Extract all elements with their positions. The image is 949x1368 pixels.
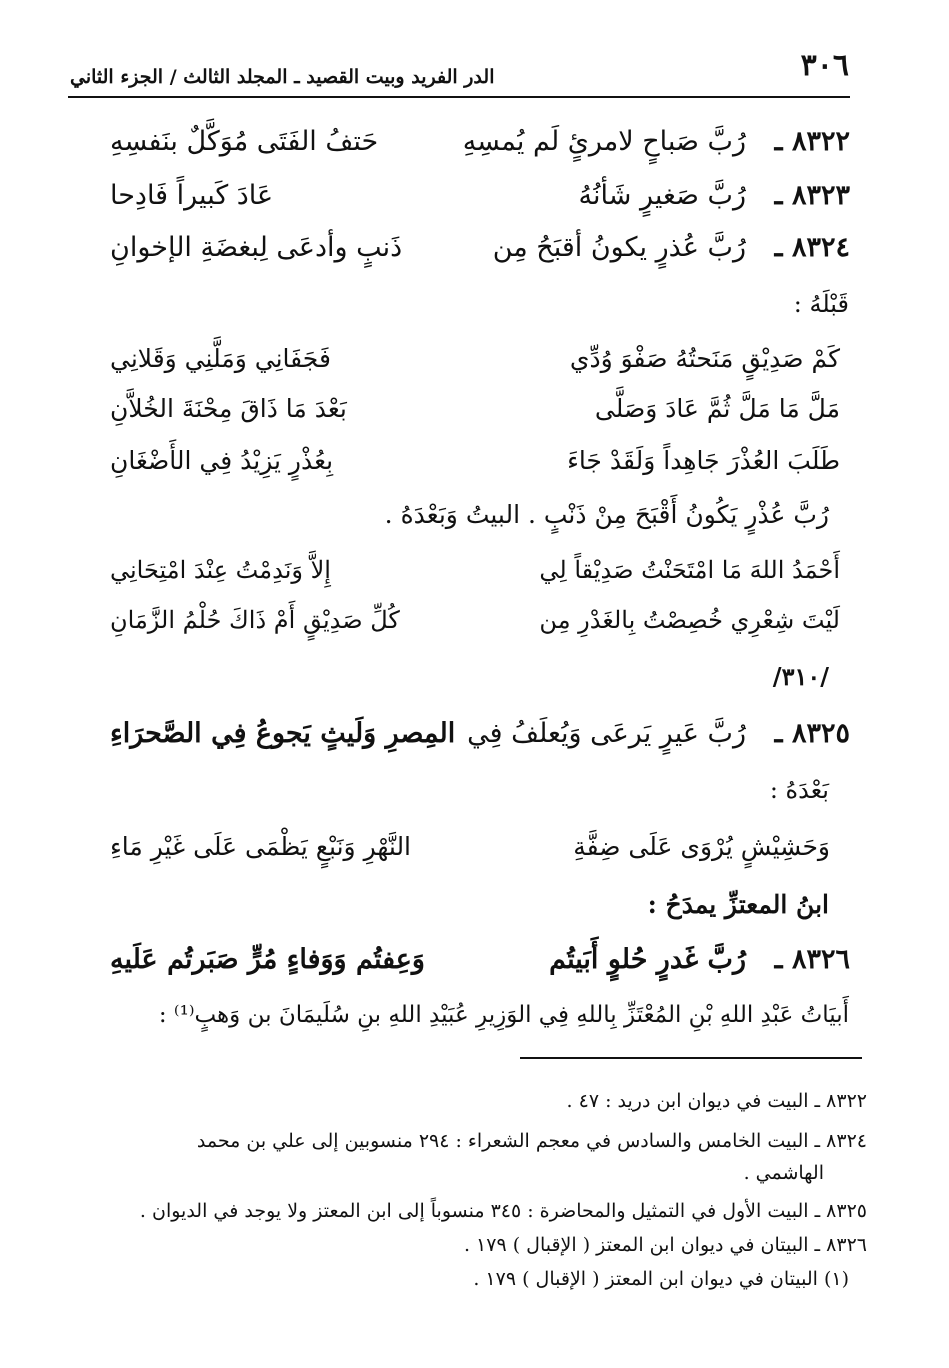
verse-number: ٨٣٢٥ ـ bbox=[774, 718, 850, 749]
verse-first-hemistich: وَحَشِيْشٍ يُرْوَى عَلَى ضِفَّةِ bbox=[573, 832, 830, 861]
verse-first-hemistich: رُبَّ صَغيرٍ شَأنُهُ bbox=[578, 180, 746, 211]
footnote-1: (١) البيتان في ديوان ابن المعتز ( الإقبال ) ١٧٩ . bbox=[473, 1268, 849, 1290]
verse-first-hemistich: كَمْ صَدِيْقٍ مَنَحتُهُ صَفْوَ وُدِّي bbox=[569, 344, 840, 373]
verse-after-8325 bbox=[110, 832, 850, 876]
verse-second-hemistich: حَتفُ الفَتَى مُوَكَّلٌ بنَفسِهِ bbox=[110, 126, 379, 157]
verse-8322 bbox=[110, 126, 850, 174]
footnote-8326: ٨٣٢٦ ـ البيتان في ديوان ابن المعتز ( الإقبال ) ١٧٩ . bbox=[463, 1234, 867, 1256]
verse-first-hemistich: رُبَّ عُذرٍ يكونُ أقبَحُ مِن bbox=[492, 232, 746, 263]
verse-second-hemistich: المِصرِ وَلَيثٍ يَجوعُ فِي الصَّحرَاءِ bbox=[110, 718, 456, 749]
page-reference: /٣١٠/ bbox=[772, 662, 829, 691]
verse-second-hemistich: ذَنبٍ وأدعَى لِبغضَةِ الإخوانِ bbox=[110, 232, 403, 263]
verse-first-hemistich: رُبَّ صَباحٍ لامرئٍ لَم يُمسِهِ bbox=[462, 126, 746, 157]
verse-first-hemistich: رُبَّ غَدرٍ حُلوٍ أَبَيتُم bbox=[549, 944, 746, 975]
page-header bbox=[70, 48, 849, 88]
before-label: قَبْلَهُ : bbox=[793, 290, 849, 318]
footnote-8322: ٨٣٢٢ ـ البيت في ديوان ابن دريد : ٤٧ . bbox=[566, 1090, 867, 1112]
verse-second-hemistich: النَّهْرِ وَنَبْعٍ يَظْمَى عَلَى غَيْرِ مَاءِ bbox=[110, 832, 412, 861]
verse-first-hemistich: أَحْمَدُ اللهَ مَا امْتَحَنْتُ صَدِيْقاً لِي bbox=[539, 556, 840, 584]
poem1-line-3 bbox=[110, 446, 850, 490]
verse-first-hemistich: مَلَّ مَا مَلَّ ثُمَّ عَادَ وَصَلَّى bbox=[594, 394, 840, 423]
footnote-8324-cont: الهاشمي . bbox=[743, 1162, 824, 1184]
verse-second-hemistich: وَعِفتُم وَوَفاءٍ مُرٍّ صَبَرتُم عَلَيهِ bbox=[110, 944, 425, 975]
verse-second-hemistich: بِعُذْرٍ يَزِيْدُ فِي الأَضْغَانِ bbox=[110, 446, 334, 475]
page-number: ٣٠٦ bbox=[800, 48, 849, 83]
verse-8324 bbox=[110, 232, 850, 280]
verse-second-hemistich: عَادَ كَبيراً فَادِحا bbox=[110, 180, 274, 211]
verse-number: ٨٣٢٤ ـ bbox=[774, 232, 850, 263]
verse-first-hemistich: طَلَبَ العُذْرَ جَاهِداً وَلَقَدْ جَاءَ bbox=[567, 446, 840, 475]
after-label: بَعْدَهُ : bbox=[769, 776, 829, 804]
verse-8326 bbox=[110, 944, 850, 992]
prose-line: رُبَّ عُذْرٍ يَكُونُ أَقْبَحَ مِنْ ذَنْبٍ . البيتُ وَبَعْدَهُ . bbox=[384, 500, 829, 529]
footnote-rule bbox=[520, 1057, 862, 1059]
verse-8325 bbox=[110, 718, 850, 766]
verse-number: ٨٣٢٣ ـ bbox=[774, 180, 850, 211]
poem1-line-1 bbox=[110, 344, 850, 388]
verse-number: ٨٣٢٦ ـ bbox=[774, 944, 850, 975]
poem1-line-2 bbox=[110, 394, 850, 438]
verse-second-hemistich: كُلِّ صَدِيْقٍ أَمْ ذَاكَ حُلْمُ الزَّمَانِ bbox=[110, 606, 400, 634]
verse-8323 bbox=[110, 180, 850, 228]
verse-second-hemistich: بَعْدَ مَا ذَاقَ مِحْنَةَ الخُلاَّنِ bbox=[110, 394, 347, 423]
footnote-8325: ٨٣٢٥ ـ البيت الأول في التمثيل والمحاضرة : ٣٤٥ منسوباً إلى ابن المعتز ولا يوجد في الديوان . bbox=[139, 1200, 867, 1222]
verse-number: ٨٣٢٢ ـ bbox=[774, 126, 850, 157]
header-rule bbox=[68, 96, 850, 98]
ibn-mutazz-heading: ابنُ المعتزِّ يمدَحُ : bbox=[647, 890, 829, 919]
poem2-line-1 bbox=[110, 556, 850, 600]
abyat-intro: أَبيَاتُ عَبْدِ اللهِ بْنِ المُعْتَزِّ بِاللهِ فِي الوَزِيرِ عُبَيْدِ اللهِ بنِ سُلَيمَانَ بن وَهبٍ⁽¹⁾ : bbox=[158, 1002, 849, 1028]
verse-second-hemistich: إِلاَّ وَنَدِمْتُ عِنْدَ امْتِحَانِي bbox=[110, 556, 331, 584]
running-head: الدر الفريد وبيت القصيد ـ المجلد الثالث / الجزء الثاني bbox=[70, 66, 495, 88]
verse-first-hemistich: رُبَّ عَيرٍ يَرعَى وَيُعلَفُ فِي bbox=[467, 718, 746, 749]
verse-second-hemistich: فَجَفَانِي وَمَلَّنِي وَقَلانِي bbox=[110, 344, 331, 373]
poem2-line-2 bbox=[110, 606, 850, 650]
footnote-8324: ٨٣٢٤ ـ البيت الخامس والسادس في معجم الشعراء : ٢٩٤ منسوبين إلى علي بن محمد bbox=[196, 1130, 867, 1152]
verse-first-hemistich: لَيْتَ شِعْرِي خُصِصْتُ بِالغَدْرِ مِن bbox=[539, 606, 840, 634]
